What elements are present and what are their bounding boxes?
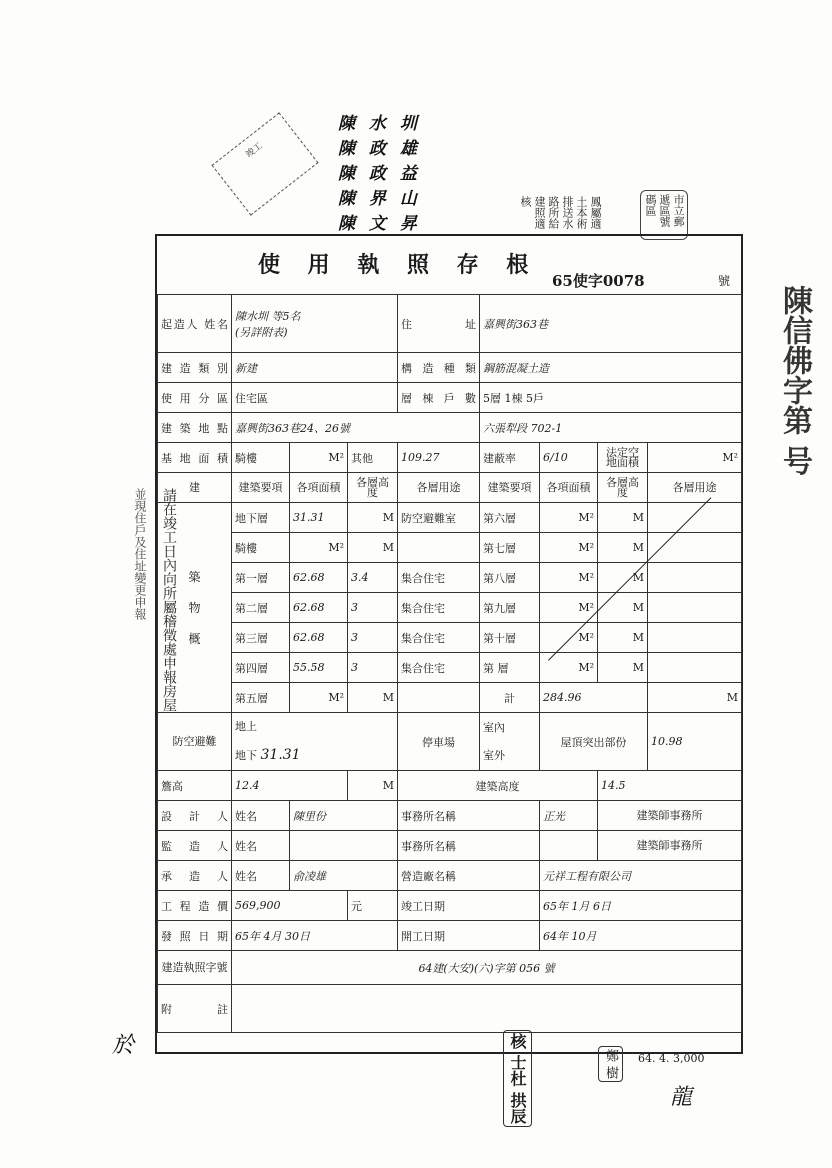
office-suffix: 建築師事務所: [598, 801, 742, 831]
floors-label: 層棟戶數: [398, 383, 480, 413]
other-label: 其他: [348, 443, 398, 473]
floor-area-unit: M²: [540, 533, 598, 563]
floor-use-right: [648, 623, 742, 653]
address-label: 住址: [398, 295, 480, 353]
roof-label: 屋頂突出部份: [540, 713, 648, 771]
floor-height-unit: M: [598, 593, 648, 623]
structure-value: 鋼筋混凝土造: [480, 353, 742, 383]
floor-area-unit: M²: [540, 593, 598, 623]
site-lot: 六張犁段 702-1: [480, 413, 742, 443]
owner-name: 陳 水 圳: [338, 114, 421, 134]
owner-names-list: [338, 112, 421, 237]
header-use: 各層用途: [398, 473, 480, 503]
company-label: 營造廠名稱: [398, 861, 540, 891]
floor-height-unit: M: [348, 683, 398, 713]
owner-value: 陳水圳 等5名 (另詳附表): [232, 295, 398, 353]
header-item-2: 建築要項: [480, 473, 540, 503]
floor-area: 31.31: [290, 503, 348, 533]
designer-name-label: 姓名: [232, 801, 290, 831]
designer-name: 陳里份: [290, 801, 398, 831]
total-area: 284.96: [540, 683, 648, 713]
floor-height: 3: [348, 593, 398, 623]
print-number: 64. 4. 3,000: [638, 1052, 705, 1065]
issue-label: 發照日期: [158, 921, 232, 951]
floor-label: 第一層: [232, 563, 290, 593]
floor-height-unit: M: [598, 533, 648, 563]
building-type-label: 建造類別: [158, 353, 232, 383]
floor-label-right: 第九層: [480, 593, 540, 623]
supervisor-office: [540, 831, 598, 861]
office-label: 事務所名稱: [398, 801, 540, 831]
contractor-name-label: 姓名: [232, 861, 290, 891]
floor-area: 62.68: [290, 563, 348, 593]
air-raid-label: 防空避難: [158, 713, 232, 771]
owner-name: 陳 政 雄: [338, 139, 421, 159]
header-height: 各層高度: [348, 473, 398, 503]
permit-ref-label: 建造執照字號: [158, 951, 232, 985]
zone-label: 使用分區: [158, 383, 232, 413]
inspector-stamp: 核 士杜 拱辰: [503, 1030, 532, 1127]
floor-label: 第四層: [232, 653, 290, 683]
floor-area-unit: M²: [290, 683, 348, 713]
permit-number-suffix: 號: [718, 274, 731, 288]
address-value: 嘉興街363巷: [480, 295, 742, 353]
header-item: 建築要項: [232, 473, 290, 503]
company-value: 元祥工程有限公司: [540, 861, 742, 891]
complete-label: 竣工日期: [398, 891, 540, 921]
eave-label: 簷高: [158, 771, 232, 801]
bldg-height-value: 14.5: [598, 771, 742, 801]
floor-use-right: [648, 563, 742, 593]
floor-height-unit: M: [598, 623, 648, 653]
floor-area: 55.58: [290, 653, 348, 683]
floor-label-right: 第八層: [480, 563, 540, 593]
coverage-label: 建蔽率: [480, 443, 540, 473]
floor-height: 3: [348, 653, 398, 683]
floor-height-unit: M: [598, 563, 648, 593]
header-height-2: 各層高度: [598, 473, 648, 503]
floor-area: 62.68: [290, 623, 348, 653]
air-raid-values: 地上 地下 31.31: [232, 713, 398, 771]
floor-label: 地下層: [232, 503, 290, 533]
supervisor-office-label: 事務所名稱: [398, 831, 540, 861]
total-height-unit: M: [648, 683, 742, 713]
supervisor-office-suffix: 建築師事務所: [598, 831, 742, 861]
floors-value: 5層 1棟 5戶: [480, 383, 742, 413]
floor-height: 3.4: [348, 563, 398, 593]
cost-label: 工程造價: [158, 891, 232, 921]
bldg-height-label: 建築高度: [398, 771, 598, 801]
start-value: 64年 10月: [540, 921, 742, 951]
signature: 龍: [670, 1085, 693, 1110]
supervisor-name: [290, 831, 398, 861]
supervisor-label: 監造人: [158, 831, 232, 861]
below-ground-value: 31.31: [260, 747, 301, 763]
structure-label: 構造種類: [398, 353, 480, 383]
arcade-unit: M²: [290, 443, 348, 473]
parking-label: 停車場: [398, 713, 480, 771]
floor-area: 62.68: [290, 593, 348, 623]
remarks-value: [232, 985, 742, 1033]
left-margin-note: 請在竣工日內向所屬稽徵處申報房屋: [161, 488, 177, 712]
issue-value: 65年 4月 30日: [232, 921, 398, 951]
floor-use: [398, 533, 480, 563]
floor-label: 第五層: [232, 683, 290, 713]
left-signature: 於: [112, 1033, 135, 1058]
completion-stamp: 竣工: [211, 112, 318, 215]
owner-note: (另詳附表): [235, 325, 288, 339]
permit-ref-value: 64建(大安)(六)字第 056 號: [232, 951, 742, 985]
cost-value: 569,900: [232, 891, 348, 921]
office-value: 正光: [540, 801, 598, 831]
floor-use: [398, 683, 480, 713]
header-use-2: 各層用途: [648, 473, 742, 503]
floor-use: 防空避難室: [398, 503, 480, 533]
owner-name: 陳 政 益: [338, 164, 421, 184]
floor-label-right: 第六層: [480, 503, 540, 533]
legal-open-unit: M²: [648, 443, 742, 473]
supervisor-name-label: 姓名: [232, 831, 290, 861]
floor-height-unit: M: [598, 503, 648, 533]
designer-label: 設計人: [158, 801, 232, 831]
vertical-stamp-left: 鳳屬適土本術排送水路所給建照適核: [519, 196, 602, 229]
remarks-label: 附註: [158, 985, 232, 1033]
floor-label: 騎樓: [232, 533, 290, 563]
vertical-stamp-right: 市立郵遞區號碼區: [640, 190, 688, 240]
building-section: 築 物 概: [158, 503, 232, 713]
eave-unit: M: [348, 771, 398, 801]
floor-height-unit: M: [598, 653, 648, 683]
other-value: 109.27: [398, 443, 480, 473]
header-area: 各項面積: [290, 473, 348, 503]
floor-height-unit: M: [348, 503, 398, 533]
site-area-label: 基地面積: [158, 443, 232, 473]
floor-area-unit: M²: [540, 653, 598, 683]
legal-open-label: 法定空地面積: [598, 443, 648, 473]
section-label: 建: [158, 473, 232, 503]
complete-value: 65年 1月 6日: [540, 891, 742, 921]
contractor-label: 承造人: [158, 861, 232, 891]
floor-use: 集合住宅: [398, 623, 480, 653]
floor-height-unit: M: [348, 533, 398, 563]
coverage-value: 6/10: [540, 443, 598, 473]
roof-value: 10.98: [648, 713, 742, 771]
floor-label-right: 第十層: [480, 623, 540, 653]
floor-use-right: [648, 653, 742, 683]
owner-name: 陳 文 昇: [338, 214, 421, 234]
floor-label: 第三層: [232, 623, 290, 653]
floor-area-unit: M²: [540, 623, 598, 653]
building-type-value: 新建: [232, 353, 398, 383]
floor-area-unit: M²: [540, 503, 598, 533]
site-label: 建築地點: [158, 413, 232, 443]
arcade-label: 騎樓: [232, 443, 290, 473]
floor-height: 3: [348, 623, 398, 653]
floor-use-right: [648, 593, 742, 623]
left-margin-note-faded: 並現住戶及住址變更申報: [133, 488, 147, 620]
floor-use: 集合住宅: [398, 563, 480, 593]
owner-label: 起造人 姓名: [158, 295, 232, 353]
contractor-name: 俞凌雄: [290, 861, 398, 891]
floor-label-right: 第七層: [480, 533, 540, 563]
floor-label-right: 第 層: [480, 653, 540, 683]
floor-area-unit: M²: [290, 533, 348, 563]
floor-use: 集合住宅: [398, 593, 480, 623]
permit-number: 65使字0078: [552, 272, 645, 290]
zone-value: 住宅區: [232, 383, 398, 413]
permit-table: [157, 294, 742, 1033]
owner-name: 陳 界 山: [338, 189, 421, 209]
floor-area-unit: M²: [540, 563, 598, 593]
start-label: 開工日期: [398, 921, 540, 951]
floor-use: 集合住宅: [398, 653, 480, 683]
parking-values: 室內 室外: [480, 713, 540, 771]
eave-value: 12.4: [232, 771, 348, 801]
header-area-2: 各項面積: [540, 473, 598, 503]
cost-unit: 元: [348, 891, 398, 921]
approver-stamp: 鄭 樹: [598, 1046, 623, 1082]
total-label: 計: [480, 683, 540, 713]
form-title: 使 用 執 照 存 根: [258, 252, 539, 278]
right-margin-handwriting: 陳信佛字第 号: [777, 285, 812, 476]
site-value: 嘉興街363巷24、26號: [232, 413, 480, 443]
floor-use-right: [648, 503, 742, 533]
floor-label: 第二層: [232, 593, 290, 623]
